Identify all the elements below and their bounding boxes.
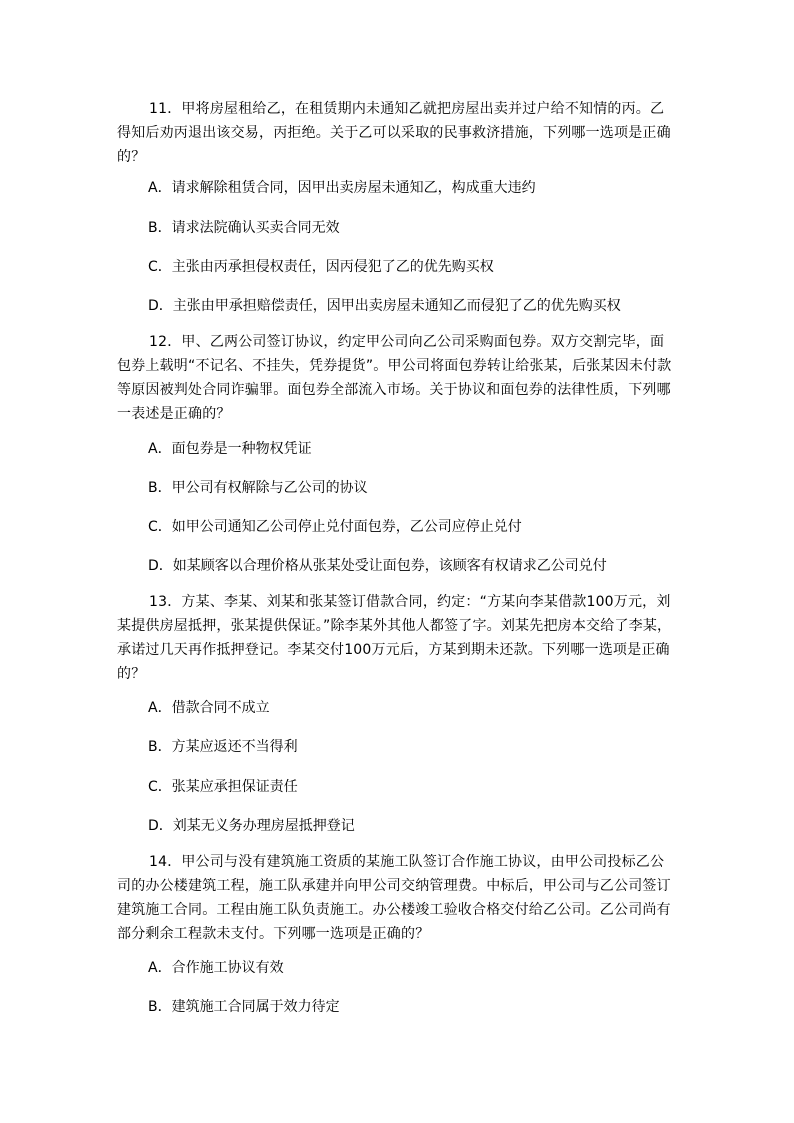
question-13-stem: 13．方某、李某、刘某和张某签订借款合同，约定：“方某向李某借款100万元，刘某提供房屋抵押，张某提供保证。”除李某外其他人都签了字。刘某先把房本交给了李某，承诺过几天再作抵押登记。李某交付100万元后，方某到期未还款。下列哪一选项是正确的？: [117, 594, 672, 682]
question-11-option-b: B．请求法院确认买卖合同无效: [148, 220, 340, 236]
question-13-option-b: B．方某应返还不当得利: [148, 739, 298, 755]
question-12-option-c: C．如甲公司通知乙公司停止兑付面包券，乙公司应停止兑付: [148, 519, 522, 535]
question-12-option-a: A．面包券是一种物权凭证: [148, 441, 312, 457]
question-13-option-c: C．张某应承担保证责任: [148, 779, 298, 795]
question-13-option-a: A．借款合同不成立: [148, 700, 270, 716]
question-12-option-d: D．如某顾客以合理价格从张某处受让面包券，该顾客有权请求乙公司兑付: [148, 558, 607, 574]
question-11-option-a: A．请求解除租赁合同，因甲出卖房屋未通知乙，构成重大违约: [148, 180, 536, 196]
question-11-option-d: D．主张由甲承担赔偿责任，因甲出卖房屋未通知乙而侵犯了乙的优先购买权: [148, 298, 621, 314]
question-13-option-d: D．刘某无义务办理房屋抵押登记: [148, 818, 355, 834]
question-12-option-b: B．甲公司有权解除与乙公司的协议: [148, 480, 368, 496]
question-12-stem: 12．甲、乙两公司签订协议，约定甲公司向乙公司采购面包券。双方交割完毕，面包券上载明“不记名、不挂失，凭券提货”。甲公司将面包券转让给张某，后张某因未付款等原因被判处合同诈骗罪。面包券全部流入市场。关于协议和面包券的法律性质，下列哪一表述是正确的？: [117, 334, 672, 422]
question-11-option-c: C．主张由丙承担侵权责任，因丙侵犯了乙的优先购买权: [148, 259, 494, 275]
question-14-stem: 14．甲公司与没有建筑施工资质的某施工队签订合作施工协议，由甲公司投标乙公司的办公楼建筑工程，施工队承建并向甲公司交纳管理费。中标后，甲公司与乙公司签订建筑施工合同。工程由施工队负责施工。办公楼竣工验收合格交付给乙公司。乙公司尚有部分剩余工程款未支付。下列哪一选项是正确的？: [117, 854, 671, 942]
question-14-option-a: A．合作施工协议有效: [148, 960, 284, 976]
question-14-option-b: B．建筑施工合同属于效力待定: [148, 999, 340, 1015]
question-11-stem: 11．甲将房屋租给乙，在租赁期内未通知乙就把房屋出卖并过户给不知情的丙。乙得知后劝丙退出该交易，丙拒绝。关于乙可以采取的民事救济措施，下列哪一选项是正确的？: [117, 101, 671, 165]
